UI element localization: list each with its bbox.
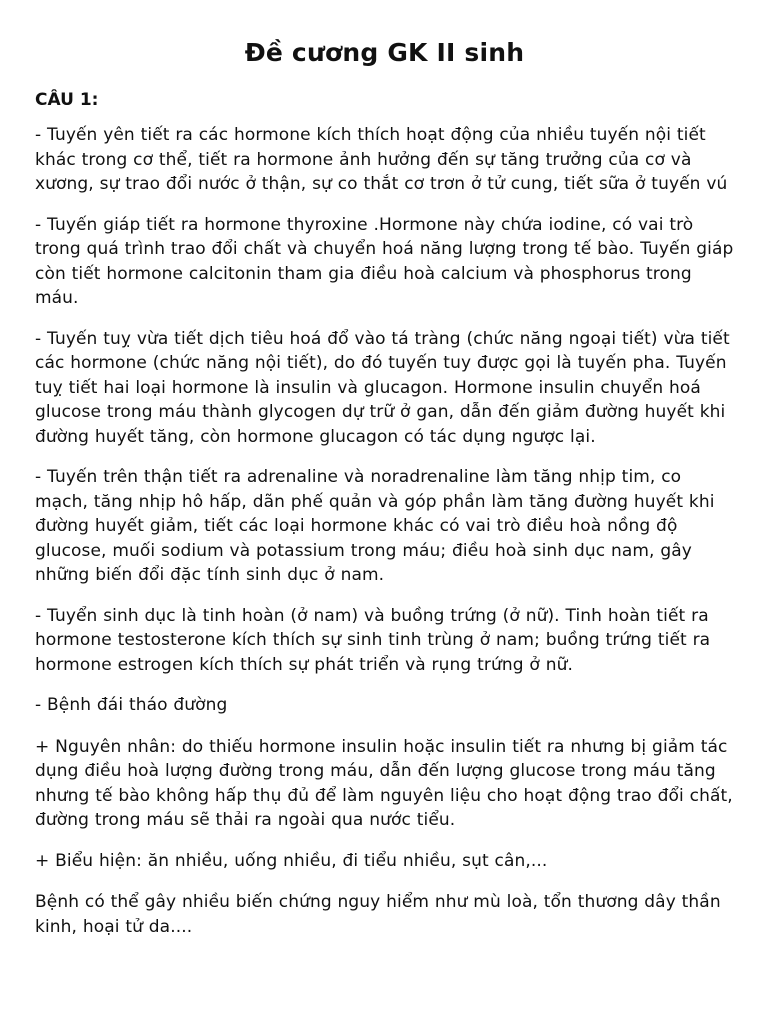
- paragraph-diabetes-complications: Bệnh có thể gây nhiều biến chứng nguy hiểm như mù loà, tổn thương dây thần kinh, hoại tử da....: [35, 892, 721, 937]
- question-heading: CÂU 1:: [35, 90, 99, 110]
- paragraph-adrenal: - Tuyến trên thận tiết ra adrenaline và noradrenaline làm tăng nhịp tim, co mạch, tăng nhịp hô hấp, dãn phế quản và góp phần làm tăng đường huyết khi đường huyết giảm, tiết các loại hormone khác có vai trò điều hoà nồng độ glucose, muối sodium và potassium trong máu; điều hoà sinh dục nam, gây những biến đổi đặc tính sinh dục ở nam.: [35, 467, 715, 585]
- paragraph-diabetes-cause: + Nguyên nhân: do thiếu hormone insulin hoặc insulin tiết ra nhưng bị giảm tác dụng điều hoà lượng đường trong máu, dẫn đến lượng glucose trong máu tăng nhưng tế bào không hấp thụ đủ để làm nguyên liệu cho hoạt động trao đổi chất, đường trong máu sẽ thải ra ngoài qua nước tiểu.: [35, 736, 733, 830]
- document-title: Đề cương GK II sinh: [244, 38, 525, 67]
- paragraph-thyroid: - Tuyến giáp tiết ra hormone thyroxine .Hormone này chứa iodine, có vai trò trong quá trình trao đổi chất và chuyển hoá năng lượng trong tế bào. Tuyến giáp còn tiết hormone calcitonin tham gia điều hoà calcium và phosphorus trong máu.: [35, 214, 734, 308]
- paragraph-diabetes-symptoms: + Biểu hiện: ăn nhiều, uống nhiều, đi tiểu nhiều, sụt cân,...: [35, 850, 548, 871]
- paragraph-pituitary: - Tuyến yên tiết ra các hormone kích thích hoạt động của nhiều tuyến nội tiết khác trong cơ thể, tiết ra hormone ảnh hưởng đến sự tăng trưởng của cơ và xương, sự trao đổi nước ở thận, sự co thắt cơ trơn ở tử cung, tiết sữa ở tuyến vú: [35, 125, 728, 194]
- paragraph-gonads: - Tuyển sinh dục là tinh hoàn (ở nam) và buồng trứng (ở nữ). Tinh hoàn tiết ra hormone testosterone kích thích sự sinh tinh trùng ở nam; buồng trứng tiết ra hormone estrogen kích thích sự phát triển và rụng trứng ở nữ.: [35, 605, 711, 675]
- paragraph-diabetes-heading: - Bệnh đái tháo đường: [35, 695, 228, 715]
- paragraph-pancreas: - Tuyến tuỵ vừa tiết dịch tiêu hoá đổ vào tá tràng (chức năng ngoại tiết) vừa tiết các hormone (chức năng nội tiết), do đó tuyến tuy được gọi là tuyến pha. Tuyến tuỵ tiết hai loại hormone là insulin và glucagon. Hormone insulin chuyển hoá glucose trong máu thành glycogen dự trữ ở gan, dẫn đến giảm đường huyết khi đường huyết tăng, còn hormone glucagon có tác dụng ngược lại.: [35, 328, 730, 447]
